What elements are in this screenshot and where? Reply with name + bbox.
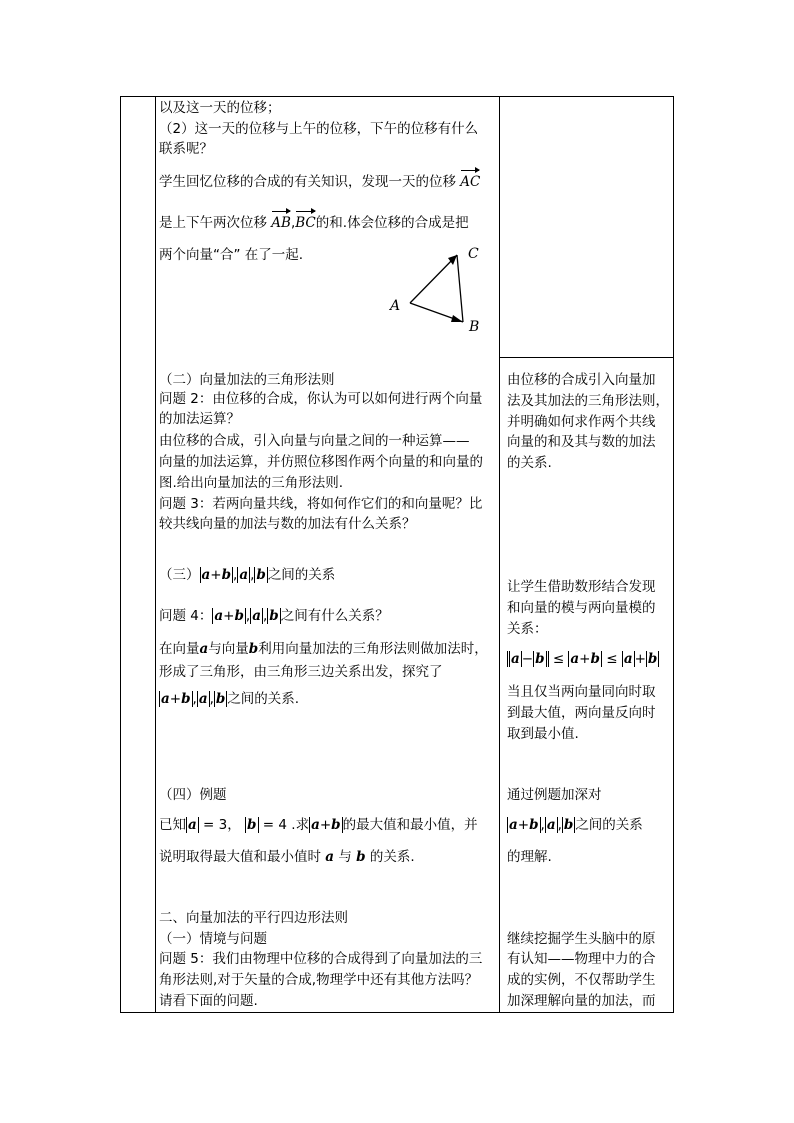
s1-line6: 两个向量“合” 在了一起.	[159, 247, 304, 263]
r3-line5: 当且仅当两向量同向时取	[507, 684, 656, 700]
r3-line7: 取到最小值.	[507, 726, 579, 742]
s2-line6: 图.给出向量加法的三角形法则.	[159, 475, 344, 491]
s4-heading: （四）例题	[159, 787, 227, 803]
s2-line5: 向量的加法运算，并仿照位移图作两个向量的和向量的	[159, 454, 483, 470]
s3-para-line3: a+b , a , b 之间的关系.	[161, 691, 300, 707]
r3-line2: 和向量的模与两向量模的	[507, 600, 656, 616]
label-b: B	[469, 319, 480, 335]
edge-ac	[410, 255, 457, 303]
vector-ac: AC	[460, 174, 481, 190]
r3-line6: 到最大值，两向量反向时	[507, 705, 656, 721]
table-frame	[120, 96, 674, 1013]
s5-line3: 问题 5：我们由物理中位移的合成得到了向量加法的三	[159, 951, 483, 967]
r2-line1: 由位移的合成引入向量加	[507, 372, 656, 388]
s4-example-line1: 已知 a = 3， b = 4 .求 a+b 的最大值和最小值，并	[159, 817, 478, 833]
table-col-divider-2	[499, 96, 500, 1013]
s3-para-line2: 形成了三角形，由三角形三边关系出发，探究了	[159, 664, 443, 680]
r4-line2: a+b , a , b 之间的关系	[509, 817, 643, 833]
vector-triangle-diagram	[380, 238, 490, 338]
s3-para-line1: 在向量a与向量b利用向量加法的三角形法则做加法时，	[159, 641, 488, 657]
s1-line4: 学生回忆位移的合成的有关知识，发现一天的位移 AC	[159, 174, 481, 190]
r5-line1: 继续挖掘学生头脑中的原	[507, 931, 656, 947]
vector-bc: BC	[295, 215, 316, 231]
s3-heading: （三） a+b , a , b 之间的关系	[159, 567, 336, 583]
s5-line5: 请看下面的问题.	[159, 993, 258, 1009]
r2-line4: 向量的和及其与数的加法	[507, 434, 656, 450]
s3-question4: 问题 4： a+b , a , b 之间有什么关系？	[159, 608, 389, 624]
s2-line8: 较共线向量的加法与数的加法有什么关系？	[159, 516, 416, 532]
s1-line5: 是上下午两次位移 AB,BC的和.体会位移的合成是把	[159, 215, 469, 231]
s2-line7: 问题 3：若两向量共线，将如何作它们的和向量呢？比	[159, 496, 483, 512]
vector-ab: AB	[271, 215, 291, 231]
right-column-row-divider	[499, 357, 674, 358]
s1-line1: 以及这一天的位移；	[159, 100, 281, 116]
arrowhead-b	[451, 315, 463, 322]
s1-line2: （2）这一天的位移与上午的位移，下午的位移有什么	[159, 121, 479, 137]
s5-line1: 二、向量加法的平行四边形法则	[159, 910, 348, 926]
r2-line2: 法及其加法的三角形法则，	[507, 393, 669, 409]
r4-line1: 通过例题加深对	[507, 787, 602, 803]
s2-line2: 问题 2：由位移的合成，你认为可以如何进行两个向量	[159, 391, 483, 407]
r5-line3: 成的实例，不仅帮助学生	[507, 972, 656, 988]
r4-line3: 的理解.	[507, 849, 552, 865]
s4-example-line2: 说明取得最大值和最小值时 a 与 b 的关系.	[159, 849, 415, 865]
table-col-divider-1	[155, 96, 156, 1013]
s2-line3: 的加法运算？	[159, 411, 240, 427]
r5-line4: 加深理解向量的加法，而	[507, 993, 656, 1009]
s2-line1: （二）向量加法的三角形法则	[159, 372, 335, 388]
r3-inequality: a − b ≤ a+b ≤ a + b	[507, 650, 659, 668]
r3-line3: 关系：	[507, 621, 548, 637]
label-c: C	[468, 246, 479, 262]
r5-line2: 有认知——物理中力的合	[507, 951, 656, 967]
edge-bc	[457, 255, 463, 322]
s1-line3: 联系呢？	[159, 141, 213, 157]
s5-line2: （一）情境与问题	[159, 931, 267, 947]
s5-line4: 角形法则,对于矢量的合成,物理学中还有其他方法吗？	[159, 972, 479, 988]
s2-line4: 由位移的合成，引入向量与向量之间的一种运算——	[159, 433, 470, 449]
r3-line1: 让学生借助数形结合发现	[507, 579, 656, 595]
label-a: A	[390, 298, 401, 314]
r2-line3: 并明确如何求作两个共线	[507, 414, 656, 430]
r2-line5: 的关系.	[507, 455, 552, 471]
